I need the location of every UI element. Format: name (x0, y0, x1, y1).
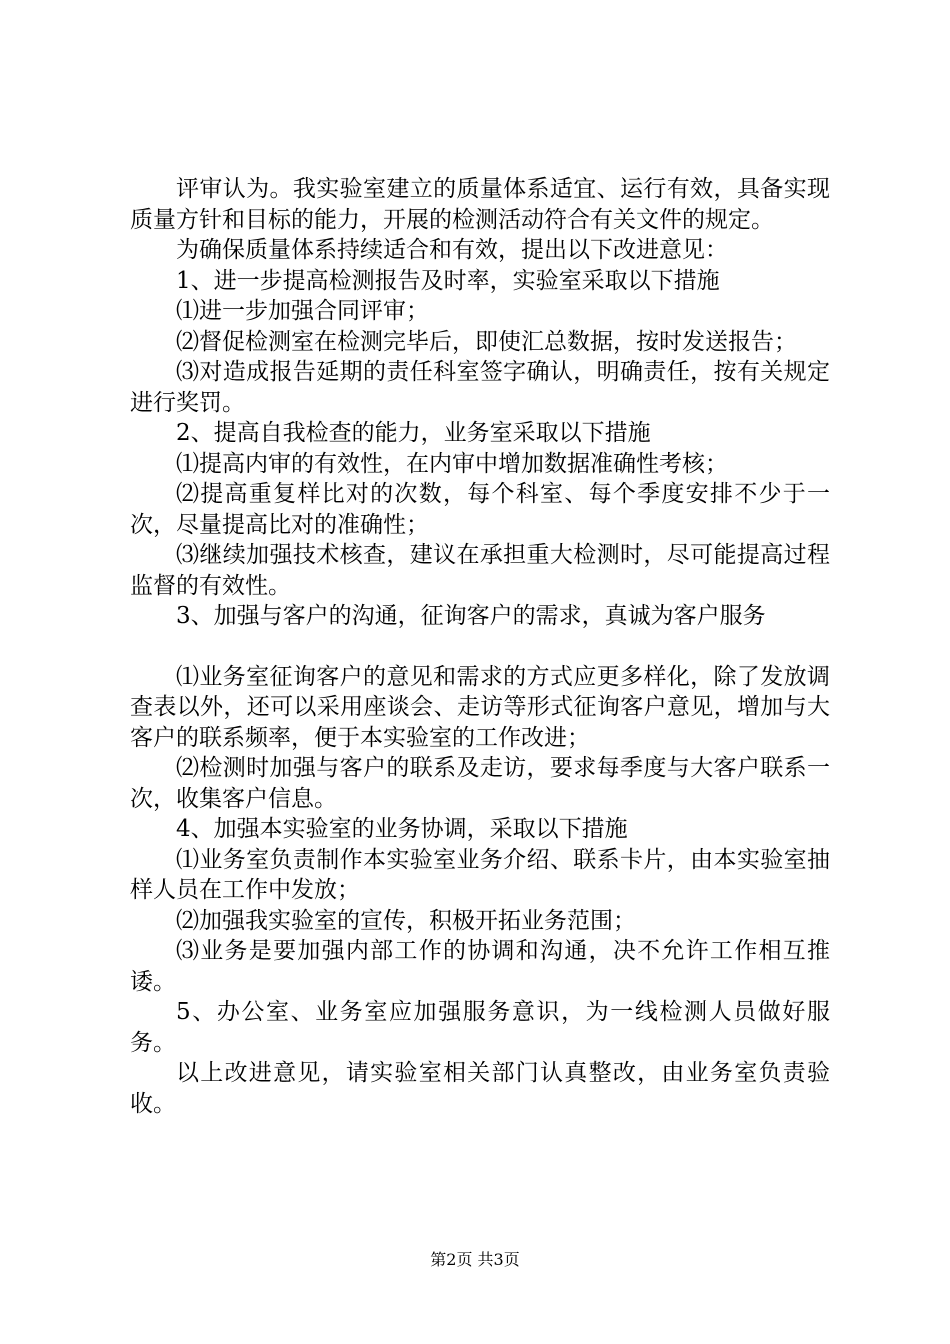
page-number-footer: 第2页 共3页 (430, 1250, 520, 1269)
paragraph-item-2-1: ⑴提高内审的有效性，在内审中增加数据准确性考核； (176, 450, 728, 477)
paragraph-item-2-3: ⑶继续加强技术核查，建议在承担重大检测时，尽可能提高过程监督的有效性。 (130, 542, 830, 599)
paragraph-item-2-2: ⑵提高重复样比对的次数，每个科室、每个季度安排不少于一次，尽量提高比对的准确性； (130, 481, 830, 538)
paragraph-closing: 以上改进意见，请实验室相关部门认真整改，由业务室负责验收。 (130, 1060, 830, 1117)
paragraph-item-3-heading: 3、加强与客户的沟通，征询客户的需求，真诚为客户服务 (176, 603, 766, 629)
paragraph-item-4-2: ⑵加强我实验室的宣传，积极开拓业务范围； (176, 907, 636, 934)
paragraph-item-1-1: ⑴进一步加强合同评审； (176, 298, 429, 324)
paragraph-item-1-heading: 1、进一步提高检测报告及时率，实验室采取以下措施 (176, 267, 720, 294)
paragraph-review-conclusion: 评审认为。我实验室建立的质量体系适宜、运行有效，具备实现质量方针和目标的能力，开展的检测活动符合有关文件的规定。 (130, 176, 830, 233)
paragraph-item-4-3: ⑶业务是要加强内部工作的协调和沟通，决不允许工作相互推诿。 (130, 938, 830, 995)
paragraph-item-2-heading: 2、提高自我检查的能力，业务室采取以下措施 (176, 420, 651, 446)
paragraph-improvement-intro: 为确保质量体系持续适合和有效，提出以下改进意见： (176, 237, 728, 263)
paragraph-item-3-1: ⑴业务室征询客户的意见和需求的方式应更多样化，除了发放调查表以外，还可以采用座谈会、走访等形式征询客户意见，增加与大客户的联系频率，便于本实验室的工作改进； (130, 663, 830, 751)
document-body (130, 174, 830, 1119)
paragraph-item-1-3: ⑶对造成报告延期的责任科室签字确认，明确责任，按有关规定进行奖罚。 (130, 359, 830, 416)
paragraph-item-4-1: ⑴业务室负责制作本实验室业务介绍、联系卡片，由本实验室抽样人员在工作中发放； (130, 846, 830, 903)
paragraph-item-4-heading: 4、加强本实验室的业务协调，采取以下措施 (176, 816, 628, 842)
paragraph-item-3-2: ⑵检测时加强与客户的联系及走访，要求每季度与大客户联系一次，收集客户信息。 (130, 755, 830, 812)
paragraph-item-5: 5、办公室、业务室应加强服务意识，为一线检测人员做好服务。 (130, 999, 830, 1056)
paragraph-item-1-2: ⑵督促检测室在检测完毕后，即使汇总数据，按时发送报告； (176, 328, 797, 355)
